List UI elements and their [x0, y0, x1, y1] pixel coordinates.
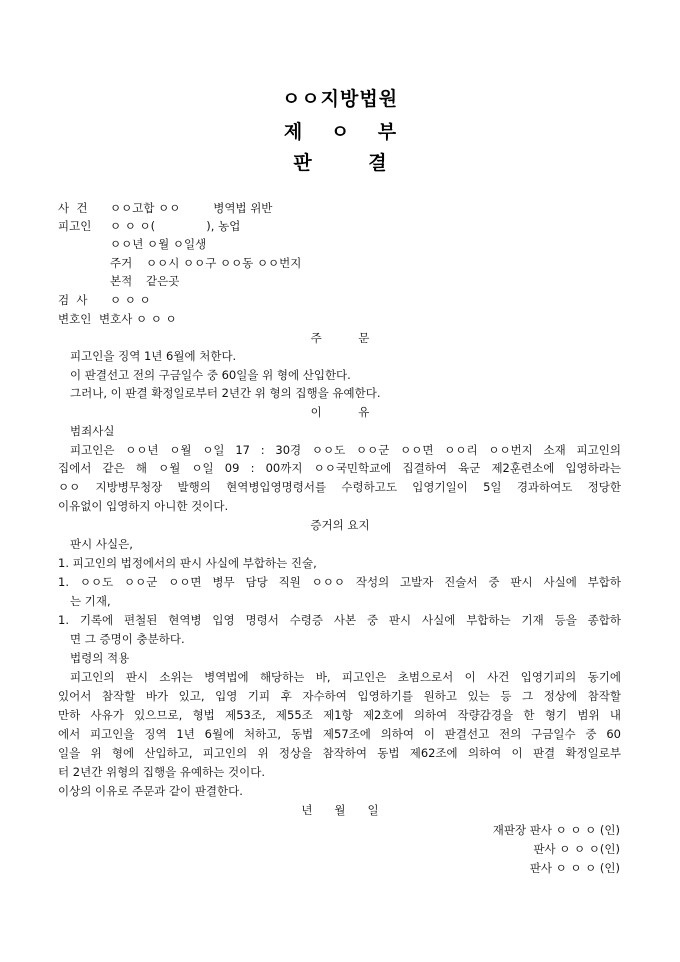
division-name: 제 ㅇ 부 [283, 121, 397, 143]
crime-line: 피고인은 ㅇㅇ년 ㅇ월 ㅇ일 17 : 30경 ㅇㅇ도 ㅇㅇ군 ㅇㅇ면 ㅇㅇ리 ㅇㅇ번지 소재 피고인의 [70, 443, 621, 457]
law-line: 있어서 참작할 바가 있고, 입영 기피 후 자수하여 입영하기를 원하고 있는 등 그 정상에 참작할 [58, 689, 621, 703]
evidence-item: 1. 피고인의 법정에서의 판시 사실에 부합하는 진술, [58, 556, 317, 570]
prosecutor-value: ㅇ ㅇ ㅇ [110, 293, 151, 307]
evidence-heading: 증거의 요지 [310, 518, 370, 532]
defendant-value: ㅇ ㅇ ㅇ( ), 농업 [110, 219, 241, 233]
conclusion: 이상의 이유로 주문과 같이 판결한다. [58, 784, 243, 798]
ruling-line: 그러나, 이 판결 확정일로부터 2년간 위 형의 집행을 유예한다. [70, 386, 381, 400]
presiding-judge: 재판장 판사 ㅇ ㅇ ㅇ (인) [492, 823, 620, 837]
reasons-heading: 이 유 [310, 405, 370, 419]
crime-line: 집에서 같은 해 ㅇ월 ㅇ일 09 : 00까지 ㅇㅇ국민학교에 집결하여 육군 제2훈련소에 입영하라는 [58, 461, 621, 475]
domicile-label: 본적 [110, 274, 133, 288]
evidence-item: 는 기재, [70, 594, 111, 608]
evidence-intro: 판시 사실은, [70, 537, 133, 551]
defendant-label: 피고인 [58, 219, 92, 233]
evidence-item: 1. ㅇㅇ도 ㅇㅇ군 ㅇㅇ면 병무 담당 직원 ㅇㅇㅇ 작성의 고발자 진술서 중 판시 사실에 부합하 [58, 575, 621, 589]
crime-line: 이유없이 입영하지 아니한 것이다. [58, 499, 229, 513]
prosecutor-label: 검 사 [58, 293, 88, 307]
counsel-label: 변호인 [58, 312, 92, 326]
case-value: ㅇㅇ고합 ㅇㅇ 병역법 위반 [110, 201, 273, 215]
ruling-heading: 주 문 [310, 331, 370, 345]
evidence-item: 면 그 증명이 충분하다. [70, 632, 185, 646]
ruling-line: 이 판결선고 전의 구금일수 중 60일을 위 형에 산입한다. [70, 368, 351, 382]
document-type: 판 결 [293, 152, 387, 174]
ruling-line: 피고인을 징역 1년 6월에 처한다. [70, 349, 237, 363]
case-label: 사 건 [58, 201, 88, 215]
domicile-value: 같은곳 [146, 274, 180, 288]
crime-line: ㅇㅇ 지방병무청장 발행의 현역병입영명령서를 수령하고도 입영기일이 5일 경과하여도 정당한 [58, 480, 621, 494]
law-line: 터 2년간 위형의 집행을 유예하는 것이다. [58, 765, 265, 779]
crime-heading: 범죄사실 [70, 424, 115, 438]
judgment-date: 년 월 일 [301, 803, 379, 817]
counsel-value: 변호사 ㅇ ㅇ ㅇ [99, 312, 177, 326]
court-name: ㅇㅇ지방법원 [281, 88, 399, 110]
address-value: ㅇㅇ시 ㅇㅇ구 ㅇㅇ동 ㅇㅇ번지 [146, 256, 302, 270]
address-label: 주거 [110, 256, 133, 270]
law-line: 피고인의 판시 소위는 병역법에 해당하는 바, 피고인은 초범으로서 이 사건 입영기피의 동기에 [70, 670, 621, 684]
defendant-birth: ㅇㅇ년 ㅇ월 ㅇ일생 [110, 237, 207, 251]
law-line: 에서 피고인을 징역 1년 6월에 처하고, 동법 제57조에 의하여 이 판결선고 전의 구금일수 중 60 [58, 727, 621, 741]
evidence-item: 1. 기록에 편철된 현역병 입영 명령서 수령증 사본 중 판시 사실에 부합하는 기재 등을 종합하 [58, 613, 621, 627]
law-line: 일을 위 형에 산입하고, 피고인의 위 정상을 참작하여 동법 제62조에 의하여 이 판결 확정일로부 [58, 746, 621, 760]
associate-judge: 판사 ㅇ ㅇ ㅇ (인) [529, 861, 620, 875]
law-line: 만하 사유가 있으므로, 형법 제53조, 제55조 제1항 제2호에 의하여 작량감경을 한 형기 범위 내 [58, 708, 621, 722]
law-heading: 법령의 적용 [70, 651, 130, 665]
associate-judge: 판사 ㅇ ㅇ ㅇ(인) [533, 842, 620, 856]
